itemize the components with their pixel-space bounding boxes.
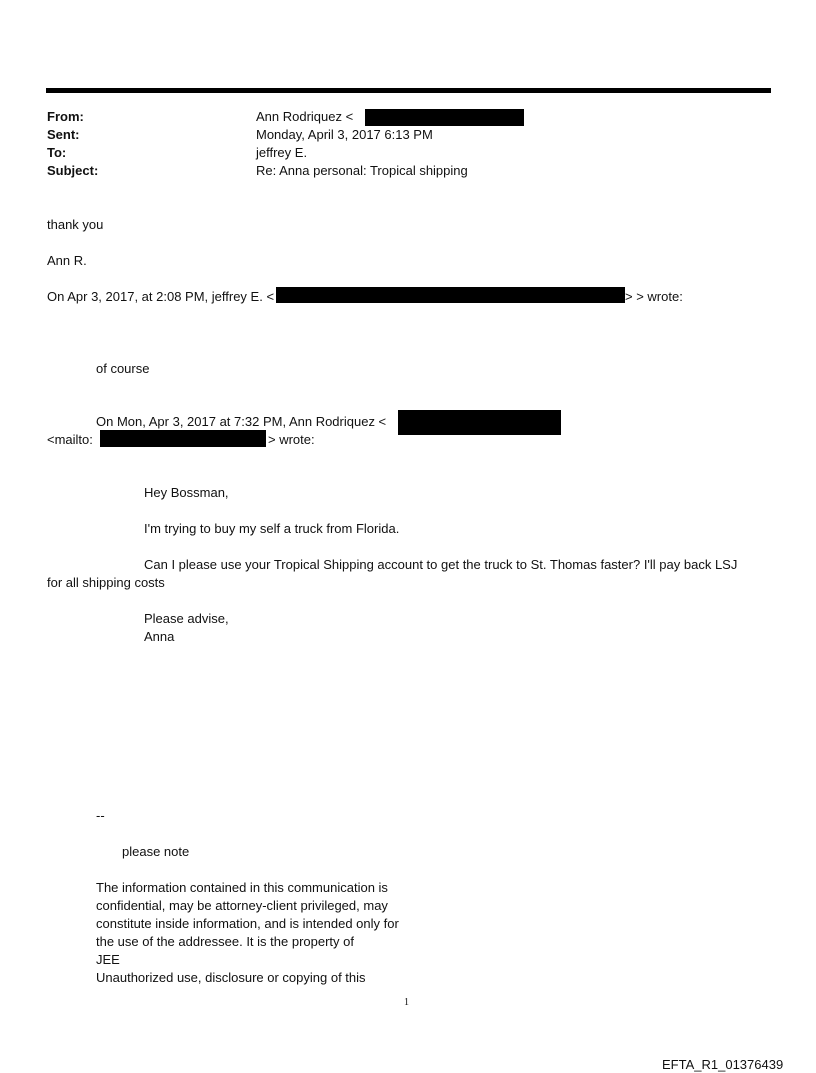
reply-body: thank you — [47, 217, 104, 232]
redaction-box — [276, 287, 625, 303]
header-rule — [46, 88, 771, 93]
to-label: To: — [47, 145, 67, 160]
quote2-line1: I'm trying to buy my self a truck from Florida. — [144, 521, 400, 536]
disclaimer-note: please note — [122, 844, 190, 859]
quote2-name: Anna — [144, 629, 175, 644]
quote2-attribution: On Mon, Apr 3, 2017 at 7:32 PM, Ann Rodriquez < — [96, 414, 387, 429]
quote2-attribution-end: > wrote: — [268, 432, 315, 447]
from-label: From: — [47, 109, 84, 124]
sent-value: Monday, April 3, 2017 6:13 PM — [256, 127, 433, 142]
quote1-attribution-end: > > wrote: — [625, 289, 683, 304]
disclaimer-line: confidential, may be attorney-client privileged, may — [96, 898, 388, 913]
sent-label: Sent: — [47, 127, 80, 142]
quote1-body: of course — [96, 361, 150, 376]
subject-label: Subject: — [47, 163, 99, 178]
redaction-box — [365, 109, 524, 126]
quote2-line2b: for all shipping costs — [47, 575, 165, 590]
signature-separator: -- — [96, 808, 105, 823]
quote2-mailto: <mailto: — [47, 432, 93, 447]
document-id: EFTA_R1_01376439 — [662, 1057, 784, 1072]
from-value: Ann Rodriquez < — [256, 109, 354, 124]
reply-signature: Ann R. — [47, 253, 87, 268]
subject-value: Re: Anna personal: Tropical shipping — [256, 163, 468, 178]
quote1-attribution: On Apr 3, 2017, at 2:08 PM, jeffrey E. < — [47, 289, 275, 304]
quote2-line2a: Can I please use your Tropical Shipping account to get the truck to St. Thomas faster? I'll pay back LSJ — [144, 557, 738, 572]
disclaimer-line: JEE — [96, 952, 120, 967]
page-number: 1 — [404, 997, 409, 1008]
redaction-box — [398, 410, 561, 435]
disclaimer-line: constitute inside information, and is intended only for — [96, 916, 399, 931]
quote2-closing: Please advise, — [144, 611, 229, 626]
disclaimer-line: the use of the addressee. It is the property of — [96, 934, 354, 949]
to-value: jeffrey E. — [256, 145, 308, 160]
quote2-greeting: Hey Bossman, — [144, 485, 229, 500]
redaction-box — [100, 430, 266, 447]
disclaimer-line: Unauthorized use, disclosure or copying of this — [96, 970, 366, 985]
disclaimer-line: The information contained in this communication is — [96, 880, 388, 895]
